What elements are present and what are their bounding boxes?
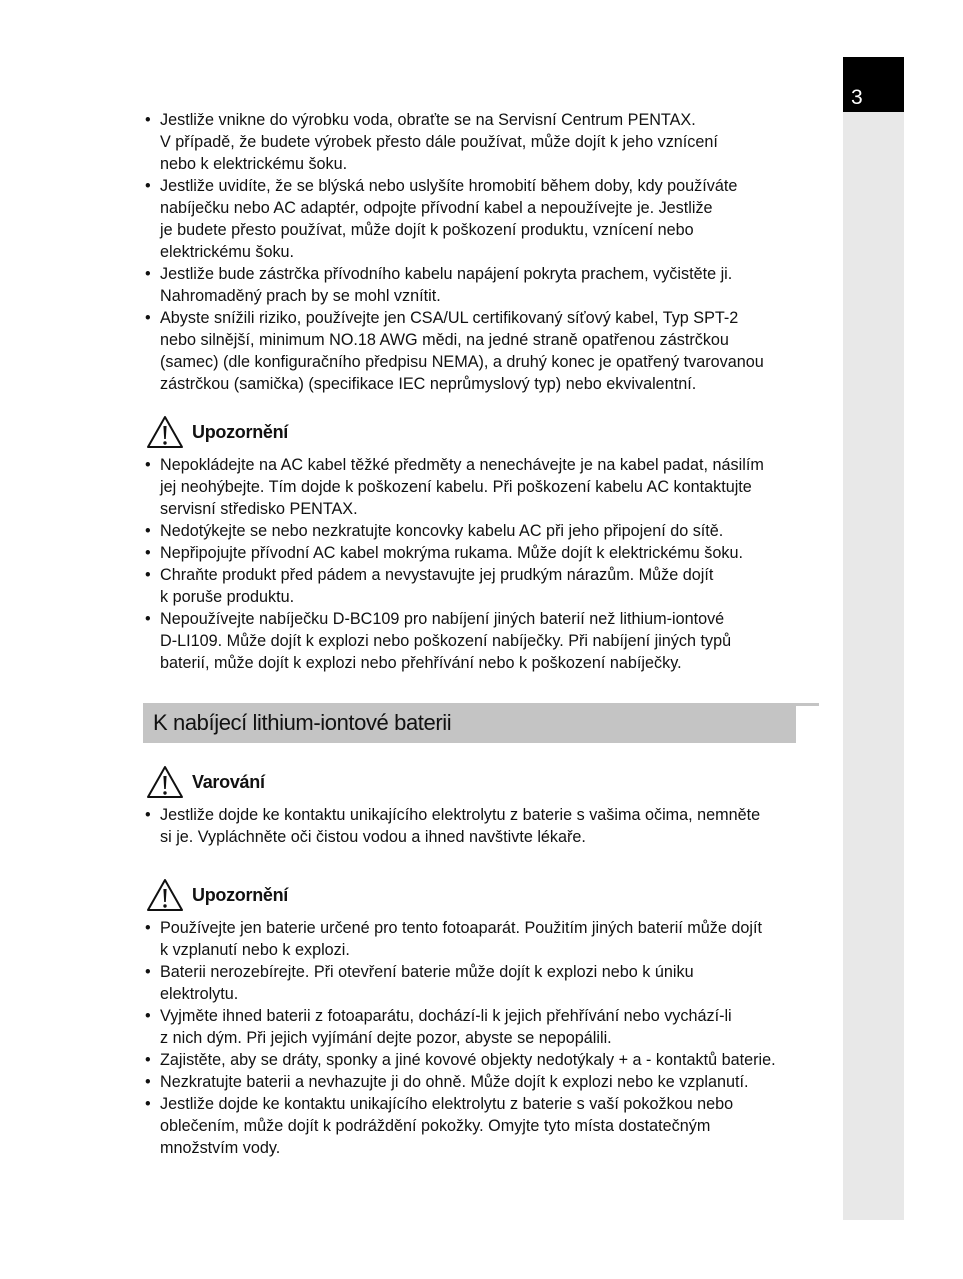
list-item-line: • Nepokládejte na AC kabel těžké předměty a nenechávejte je na kabel padat, násilím xyxy=(160,456,764,474)
caution-heading-2 xyxy=(146,877,823,913)
warning-triangle-icon xyxy=(146,415,184,449)
list-item-line: • Baterii nerozebírejte. Při otevření baterie může dojít k explozi nebo k úniku xyxy=(160,963,694,981)
section-title: K nabíjecí lithium-iontové baterii xyxy=(153,710,452,735)
list-item xyxy=(143,917,823,961)
section-header xyxy=(143,703,823,743)
list-item-line: z nich dým. Při jejich vyjímání dejte pozor, abyste se nepopálili. xyxy=(160,1029,612,1047)
list-item-line: • Jestliže uvidíte, že se blýská nebo uslyšíte hromobití během doby, kdy používáte xyxy=(160,177,738,195)
warning-triangle-icon xyxy=(146,765,184,799)
list-item xyxy=(143,1071,823,1093)
list-item-line: • Nepřipojujte přívodní AC kabel mokrýma rukama. Může dojít k elektrickému šoku. xyxy=(160,544,743,562)
list-item-line: množstvím vody. xyxy=(160,1139,281,1157)
page-content xyxy=(143,109,823,1159)
list-item xyxy=(143,542,823,564)
list-item xyxy=(143,804,823,848)
list-item-line: elektrolytu. xyxy=(160,985,239,1003)
list-item xyxy=(143,454,823,520)
list-item-line: k vzplanutí nebo k explozi. xyxy=(160,941,350,959)
list-item xyxy=(143,961,823,1005)
caution-title-2: Upozornění xyxy=(192,884,288,905)
list-item xyxy=(143,608,823,674)
warning-list xyxy=(143,804,823,848)
list-item-line: V případě, že budete výrobek přesto dále používat, může dojít k jeho vznícení xyxy=(160,133,718,151)
list-item-line: k poruše produktu. xyxy=(160,588,295,606)
list-item-line: nebo k elektrickému šoku. xyxy=(160,155,348,173)
caution-list-1 xyxy=(143,454,823,674)
page-number-tab xyxy=(843,57,904,112)
list-item xyxy=(143,307,823,395)
list-item-line: je budete přesto používat, může dojít k poškození produktu, vznícení nebo xyxy=(160,221,694,239)
list-item-line: jej neohýbejte. Tím dojde k poškození kabelu. Při poškození kabelu AC kontaktujte xyxy=(160,478,752,496)
side-strip xyxy=(843,57,904,1220)
list-item-line: baterií, může dojít k explozi nebo přehřívání nebo k poškození nabíječky. xyxy=(160,654,682,672)
list-item xyxy=(143,564,823,608)
list-item-line: • Nedotýkejte se nebo nezkratujte koncovky kabelu AC při jeho připojení do sítě. xyxy=(160,522,724,540)
list-item-line: • Jestliže bude zástrčka přívodního kabelu napájení pokryta prachem, vyčistěte ji. xyxy=(160,265,733,283)
list-item-line: nebo silnější, minimum NO.18 AWG mědi, na jedné straně opatřenou zástrčkou xyxy=(160,331,729,349)
list-item-line: nabíječku nebo AC adaptér, odpojte přívodní kabel a nepoužívejte je. Jestliže xyxy=(160,199,713,217)
list-item-line: • Vyjměte ihned baterii z fotoaparátu, dochází-li k jejich přehřívání nebo vychází-li xyxy=(160,1007,732,1025)
warning-triangle-icon xyxy=(146,878,184,912)
list-item-line: zástrčkou (samička) (specifikace IEC neprůmyslový typ) nebo ekvivalentní. xyxy=(160,375,697,393)
list-item-line: oblečením, může dojít k podráždění pokožky. Omyjte tyto místa dostatečným xyxy=(160,1117,711,1135)
list-item-line: • Zajistěte, aby se dráty, sponky a jiné kovové objekty nedotýkaly + a - kontaktů baterie. xyxy=(160,1051,776,1069)
intro-list xyxy=(143,109,823,395)
list-item xyxy=(143,1049,823,1071)
list-item-line: • Nezkratujte baterii a nevhazujte ji do ohně. Může dojít k explozi nebo ke vzplanutí. xyxy=(160,1073,749,1091)
list-item-line: • Chraňte produkt před pádem a nevystavujte jej prudkým nárazům. Může dojít xyxy=(160,566,714,584)
caution-heading-1 xyxy=(146,414,823,450)
page-number: 3 xyxy=(851,86,863,109)
list-item-line: • Nepoužívejte nabíječku D-BC109 pro nabíjení jiných baterií než lithium-iontové xyxy=(160,610,725,628)
warning-heading xyxy=(146,764,823,800)
list-item xyxy=(143,1005,823,1049)
list-item-line: (samec) (dle konfiguračního předpisu NEMA), a druhý konec je opatřený tvarovanou xyxy=(160,353,764,371)
warning-title: Varování xyxy=(192,771,265,792)
list-item xyxy=(143,520,823,542)
list-item-line: Nahromaděný prach by se mohl vznítit. xyxy=(160,287,441,305)
list-item-line: • Jestliže dojde ke kontaktu unikajícího elektrolytu z baterie s vaší pokožkou nebo xyxy=(160,1095,734,1113)
list-item-line: • Jestliže vnikne do výrobku voda, obraťte se na Servisní Centrum PENTAX. xyxy=(160,111,696,129)
list-item-line: servisní středisko PENTAX. xyxy=(160,500,358,518)
list-item xyxy=(143,175,823,263)
list-item-line: • Abyste snížili riziko, používejte jen CSA/UL certifikovaný síťový kabel, Typ SPT-2 xyxy=(160,309,739,327)
list-item xyxy=(143,1093,823,1159)
list-item-line: elektrickému šoku. xyxy=(160,243,295,261)
list-item-line: • Jestliže dojde ke kontaktu unikajícího elektrolytu z baterie s vašima očima, nemněte xyxy=(160,806,761,824)
list-item xyxy=(143,109,823,175)
list-item-line: • Používejte jen baterie určené pro tento fotoaparát. Použitím jiných baterií může dojít xyxy=(160,919,762,937)
caution-title-1: Upozornění xyxy=(192,421,288,442)
caution-list-2 xyxy=(143,917,823,1159)
list-item-line: D-LI109. Může dojít k explozi nebo poškození nabíječky. Při nabíjení jiných typů xyxy=(160,632,732,650)
list-item-line: si je. Vypláchněte oči čistou vodou a ihned navštivte lékaře. xyxy=(160,828,586,846)
list-item xyxy=(143,263,823,307)
